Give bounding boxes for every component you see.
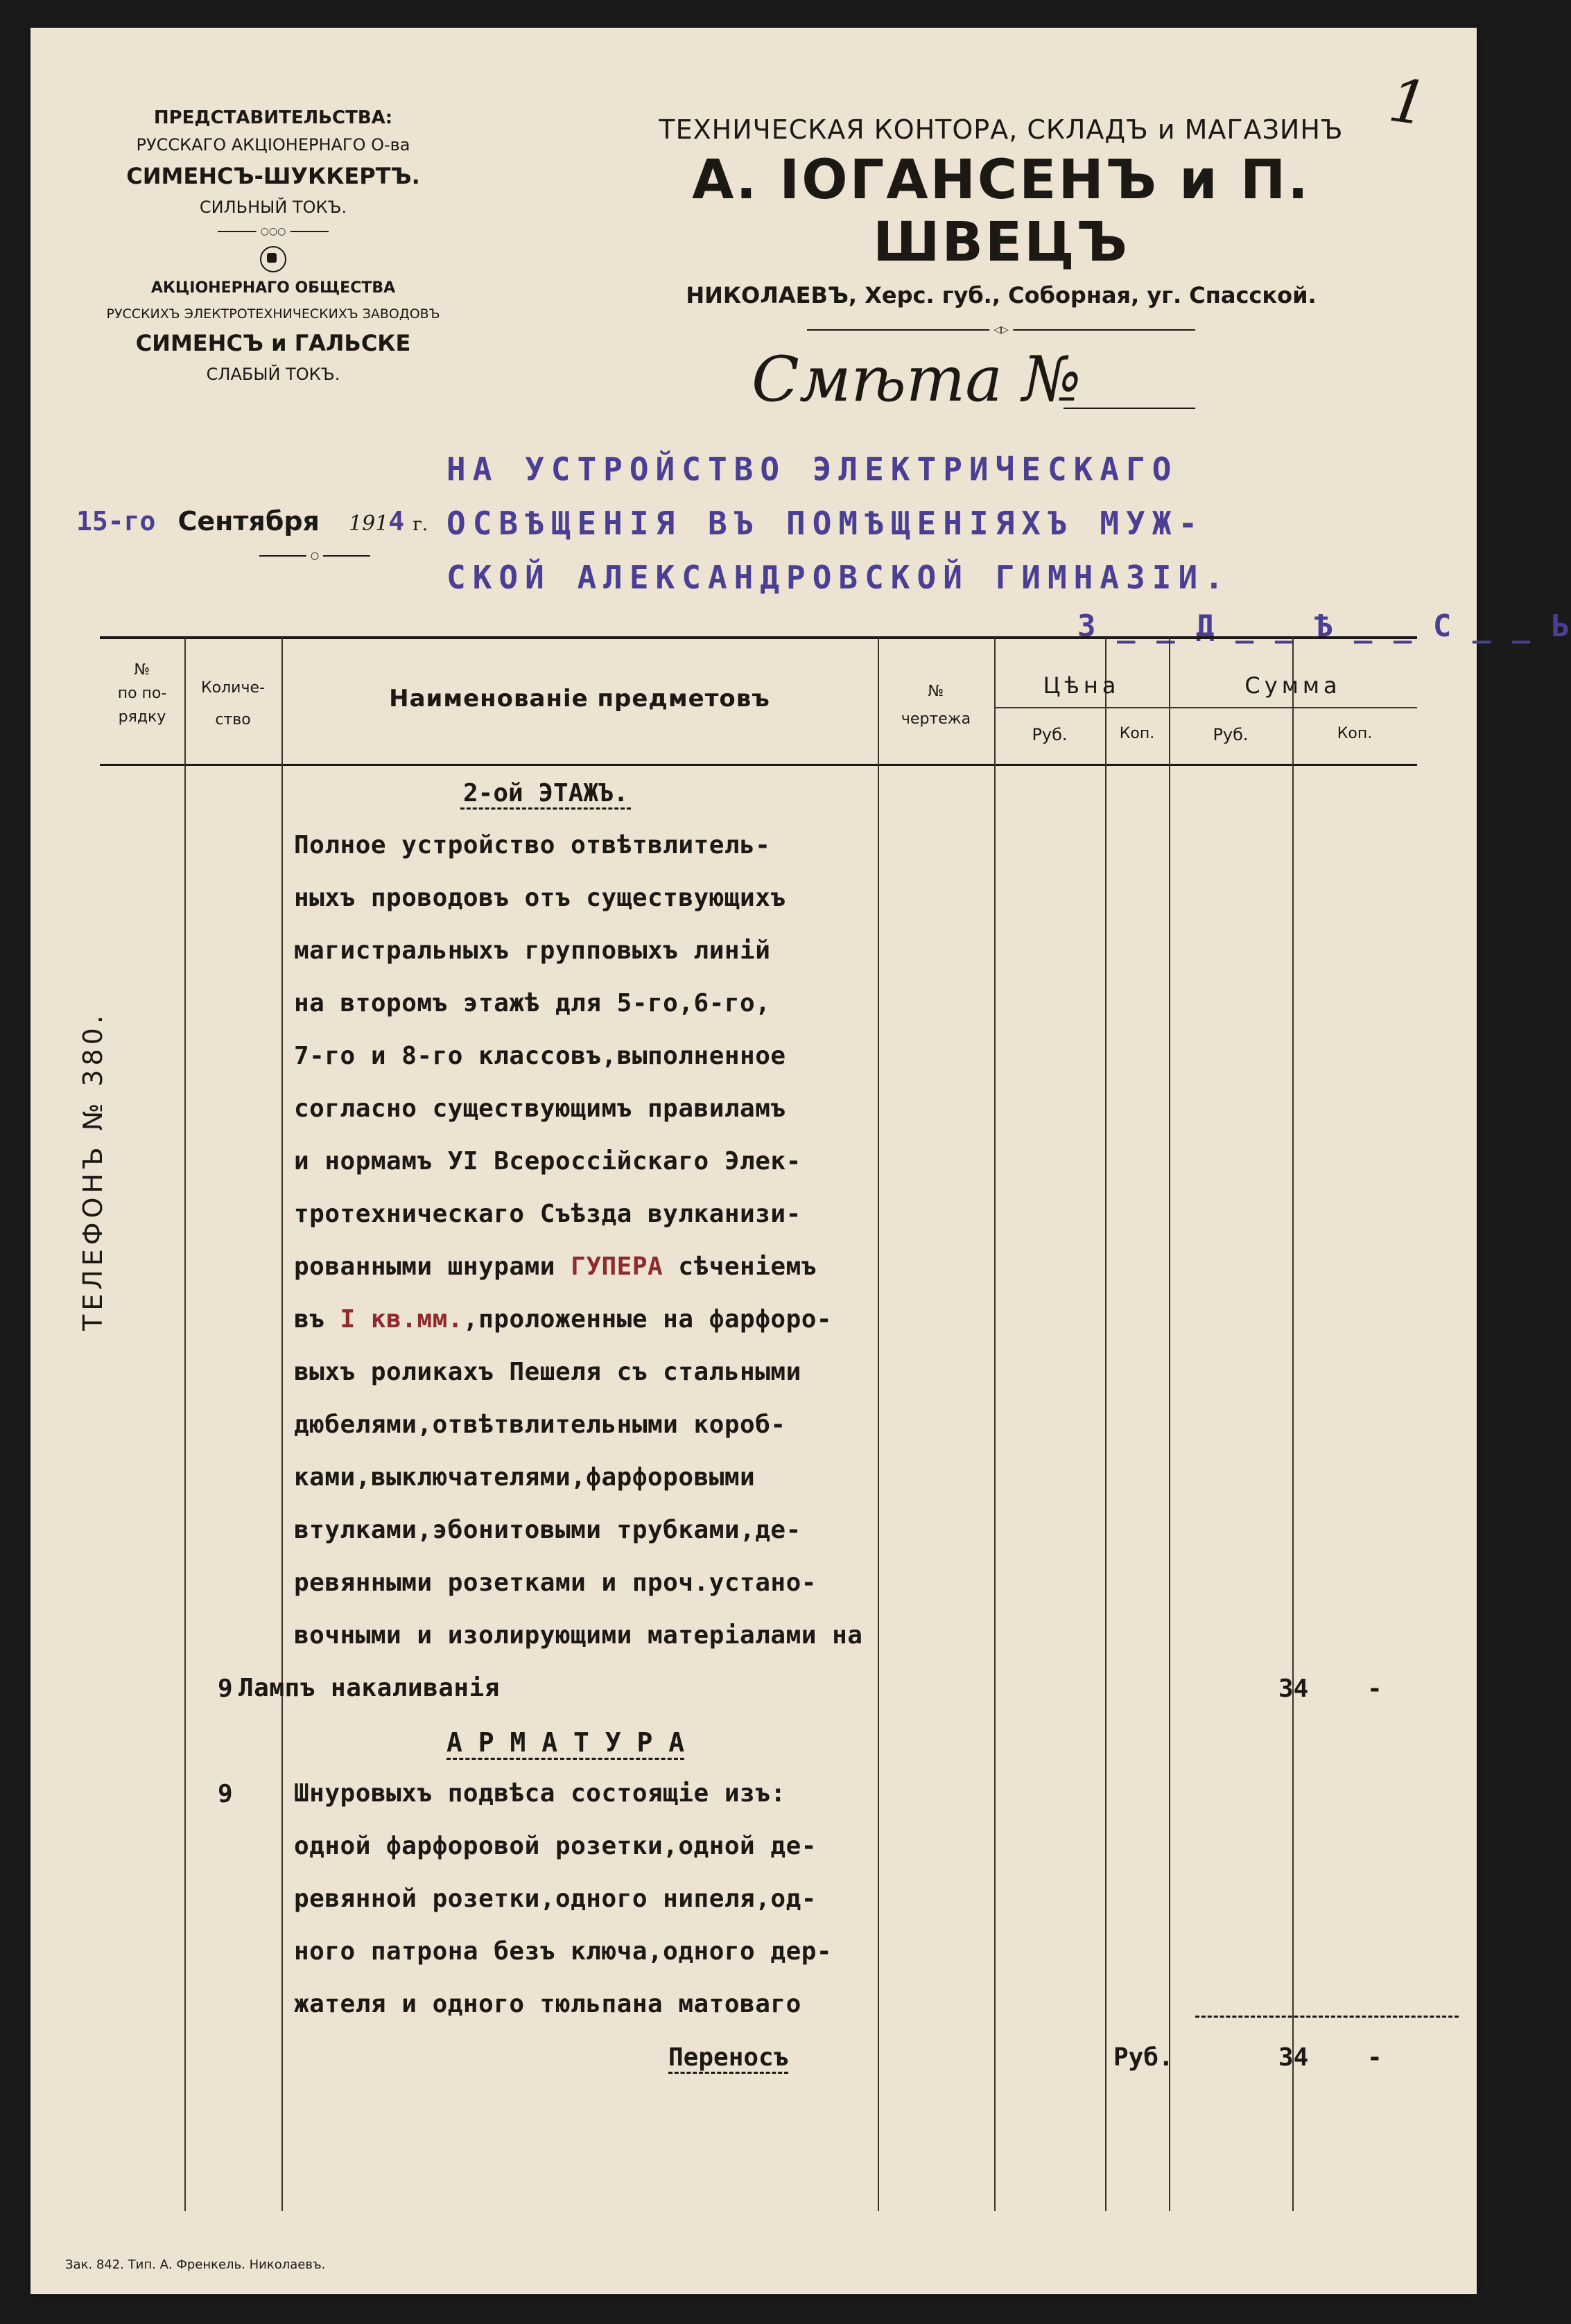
header-num-l2: по по- [117,685,167,702]
letterhead-left [79,107,467,384]
rep-brand: СИМЕНСЪ-ШУККЕРТЪ. [126,163,420,189]
body-line: ками,выключателями,фарфоровыми [294,1463,756,1492]
carry-over-label: Переносъ [668,2043,788,2074]
price-sum-subheader-line [994,707,1417,708]
header-price-rub: Руб. [1032,725,1068,744]
rep-current: СИЛЬНЫЙ ТОКЪ. [199,198,347,217]
column-divider [994,638,996,2211]
body-line: втулками,эбонитовыми трубками,де- [294,1516,801,1544]
dashed-rule [1195,2016,1459,2018]
phone-margin-text: ТЕЛЕФОНЪ № 380. [78,1011,108,1331]
body-line: выхъ роликахъ Пешеля съ стальными [294,1358,801,1386]
body-line: вочными и изолирующими матеріалами на [294,1621,863,1650]
body-line: согласно существующимъ правиламъ [294,1094,786,1123]
lamps-name: Лампъ накаливанія [238,1674,500,1702]
body-line: Полное устройство отвѣтвлитель- [294,831,771,859]
header-price: Цѣна [1043,672,1120,699]
letterhead-right [585,114,1417,344]
body-text: сѣченіемъ [663,1252,817,1281]
header-qty [184,672,281,736]
letterhead-tagline: ТЕХНИЧЕСКАЯ КОНТОРА, СКЛАДЪ и МАГАЗИНЪ [659,114,1344,145]
carry-over-kop: - [1367,2043,1382,2072]
body-line [294,1306,832,1334]
document-title: Смѣта № [752,343,1082,416]
column-divider [281,638,283,2211]
highlight-text: І кв.мм. [340,1305,463,1334]
subject-block [446,442,1231,604]
body-line [294,1253,817,1281]
body-line: тротехническаго Съѣзда вулканизи- [294,1200,801,1228]
header-qty-l2: ство [215,711,251,728]
address-separator: ◁▷ [807,325,1195,335]
header-num-l3: рядку [118,708,166,726]
body-line: и нормамъ УІ Всероссійскаго Элек- [294,1147,801,1176]
firm-address: НИКОЛАЕВЪ, Херс. губ., Соборная, уг. Спасской. [686,282,1317,308]
column-divider [1105,638,1106,2211]
fittings-line: ревянной розетки,одного нипеля,од- [294,1885,817,1913]
body-line: дюбелями,отвѣтвлительными короб- [294,1410,786,1439]
date-month: Сентября [177,506,320,536]
fittings-line: жателя и одного тюльпана матоваго [294,1990,801,2018]
subject-line-2: ОСВѢЩЕНІЯ ВЪ ПОМѢЩЕНІЯХЪ МУЖ- [446,505,1205,542]
date-day: 15-го [76,506,156,536]
society-line2: РУССКИХЪ ЭЛЕКТРОТЕХНИЧЕСКИХЪ ЗАВОДОВЪ [106,306,440,322]
header-drawing [878,678,994,733]
date-year-prefix: 191 [349,512,389,536]
society-current: СЛАБЫЙ ТОКЪ. [206,365,340,384]
body-line: ревянными розетками и проч.устано- [294,1569,817,1597]
corner-page-mark: 1 [1385,65,1432,140]
fittings-line: одной фарфоровой розетки,одной де- [294,1832,817,1860]
body-text: ,проложенные на фарфоро- [462,1305,833,1334]
header-qty-l1: Количе- [201,679,265,697]
rep-company-line: РУССКАГО АКЦІОНЕРНАГО О-ва [136,135,410,155]
separator-ornament: ○○○ [218,227,329,236]
fittings-qty: 9 [218,1780,233,1808]
date-separator: ○ [259,551,370,561]
lamps-qty: 9 [218,1675,233,1703]
header-sum-kop: Коп. [1337,725,1373,742]
body-line: 7-го и 8-го классовъ,выполненное [294,1042,786,1070]
fittings-line: ного патрона безъ ключа,одного дер- [294,1937,833,1966]
header-num-l1: № [134,661,150,679]
date-line [76,506,428,536]
body-line: на второмъ этажѣ для 5-го,6-го, [294,989,771,1017]
header-drawing-l2: чертежа [901,710,971,728]
city-stamp: З _ _ Д _ _ Ѣ _ _ С _ _ Ь [1077,609,1571,644]
title-number-line [1064,408,1195,409]
body-text: рованными шнурами [294,1252,571,1281]
table-top-border [100,636,1417,639]
fittings-line: Шнуровыхъ подвѣса состоящіе изъ: [294,1779,786,1808]
section-fittings: А Р М А Т У Р А [446,1727,684,1760]
lamps-sum-rub: 34 [1278,1675,1309,1703]
body-text: въ [294,1305,340,1334]
column-divider [184,638,186,2211]
column-divider [878,638,879,2211]
document-sheet [31,28,1571,2294]
table-header-border [100,764,1417,766]
subject-line-1: НА УСТРОЙСТВО ЭЛЕКТРИЧЕСКАГО [446,451,1179,488]
society-line1: АКЦІОНЕРНАГО ОБЩЕСТВА [150,279,396,297]
eagle-emblem-icon [260,246,286,272]
rep-title: ПРЕДСТАВИТЕЛЬСТВА: [153,107,393,128]
date-year-suffix: 4 [388,506,405,536]
printer-footer: Зак. 842. Тип. А. Френкель. Николаевъ. [65,2257,326,2272]
header-sum-rub: Руб. [1213,725,1249,744]
body-line: ныхъ проводовъ отъ существующихъ [294,884,786,912]
date-year-unit: г. [413,514,428,535]
carry-over-rub: 34 [1278,2043,1309,2072]
subject-line-3: СКОЙ АЛЕКСАНДРОВСКОЙ ГИМНАЗІИ. [446,559,1231,596]
header-drawing-l1: № [928,683,944,700]
firm-name: А. ІОГАНСЕНЪ и П. ШВЕЦЪ [692,149,1310,274]
highlight-text: ГУПЕРА [571,1252,663,1281]
lamps-sum-kop: - [1367,1675,1382,1703]
column-divider [1292,638,1294,2211]
carry-over-unit: Руб. [1113,2043,1174,2072]
column-divider [1169,638,1170,2211]
society-brand: СИМЕНСЪ и ГАЛЬСКЕ [135,330,411,356]
section-floor: 2-ой ЭТАЖЪ. [460,779,631,810]
body-line: магистральныхъ групповыхъ линій [294,936,771,965]
header-sum: Сумма [1244,672,1342,699]
header-price-kop: Коп. [1119,725,1155,742]
header-name: Наименованіе предметовъ [389,685,770,713]
header-num [100,658,184,729]
